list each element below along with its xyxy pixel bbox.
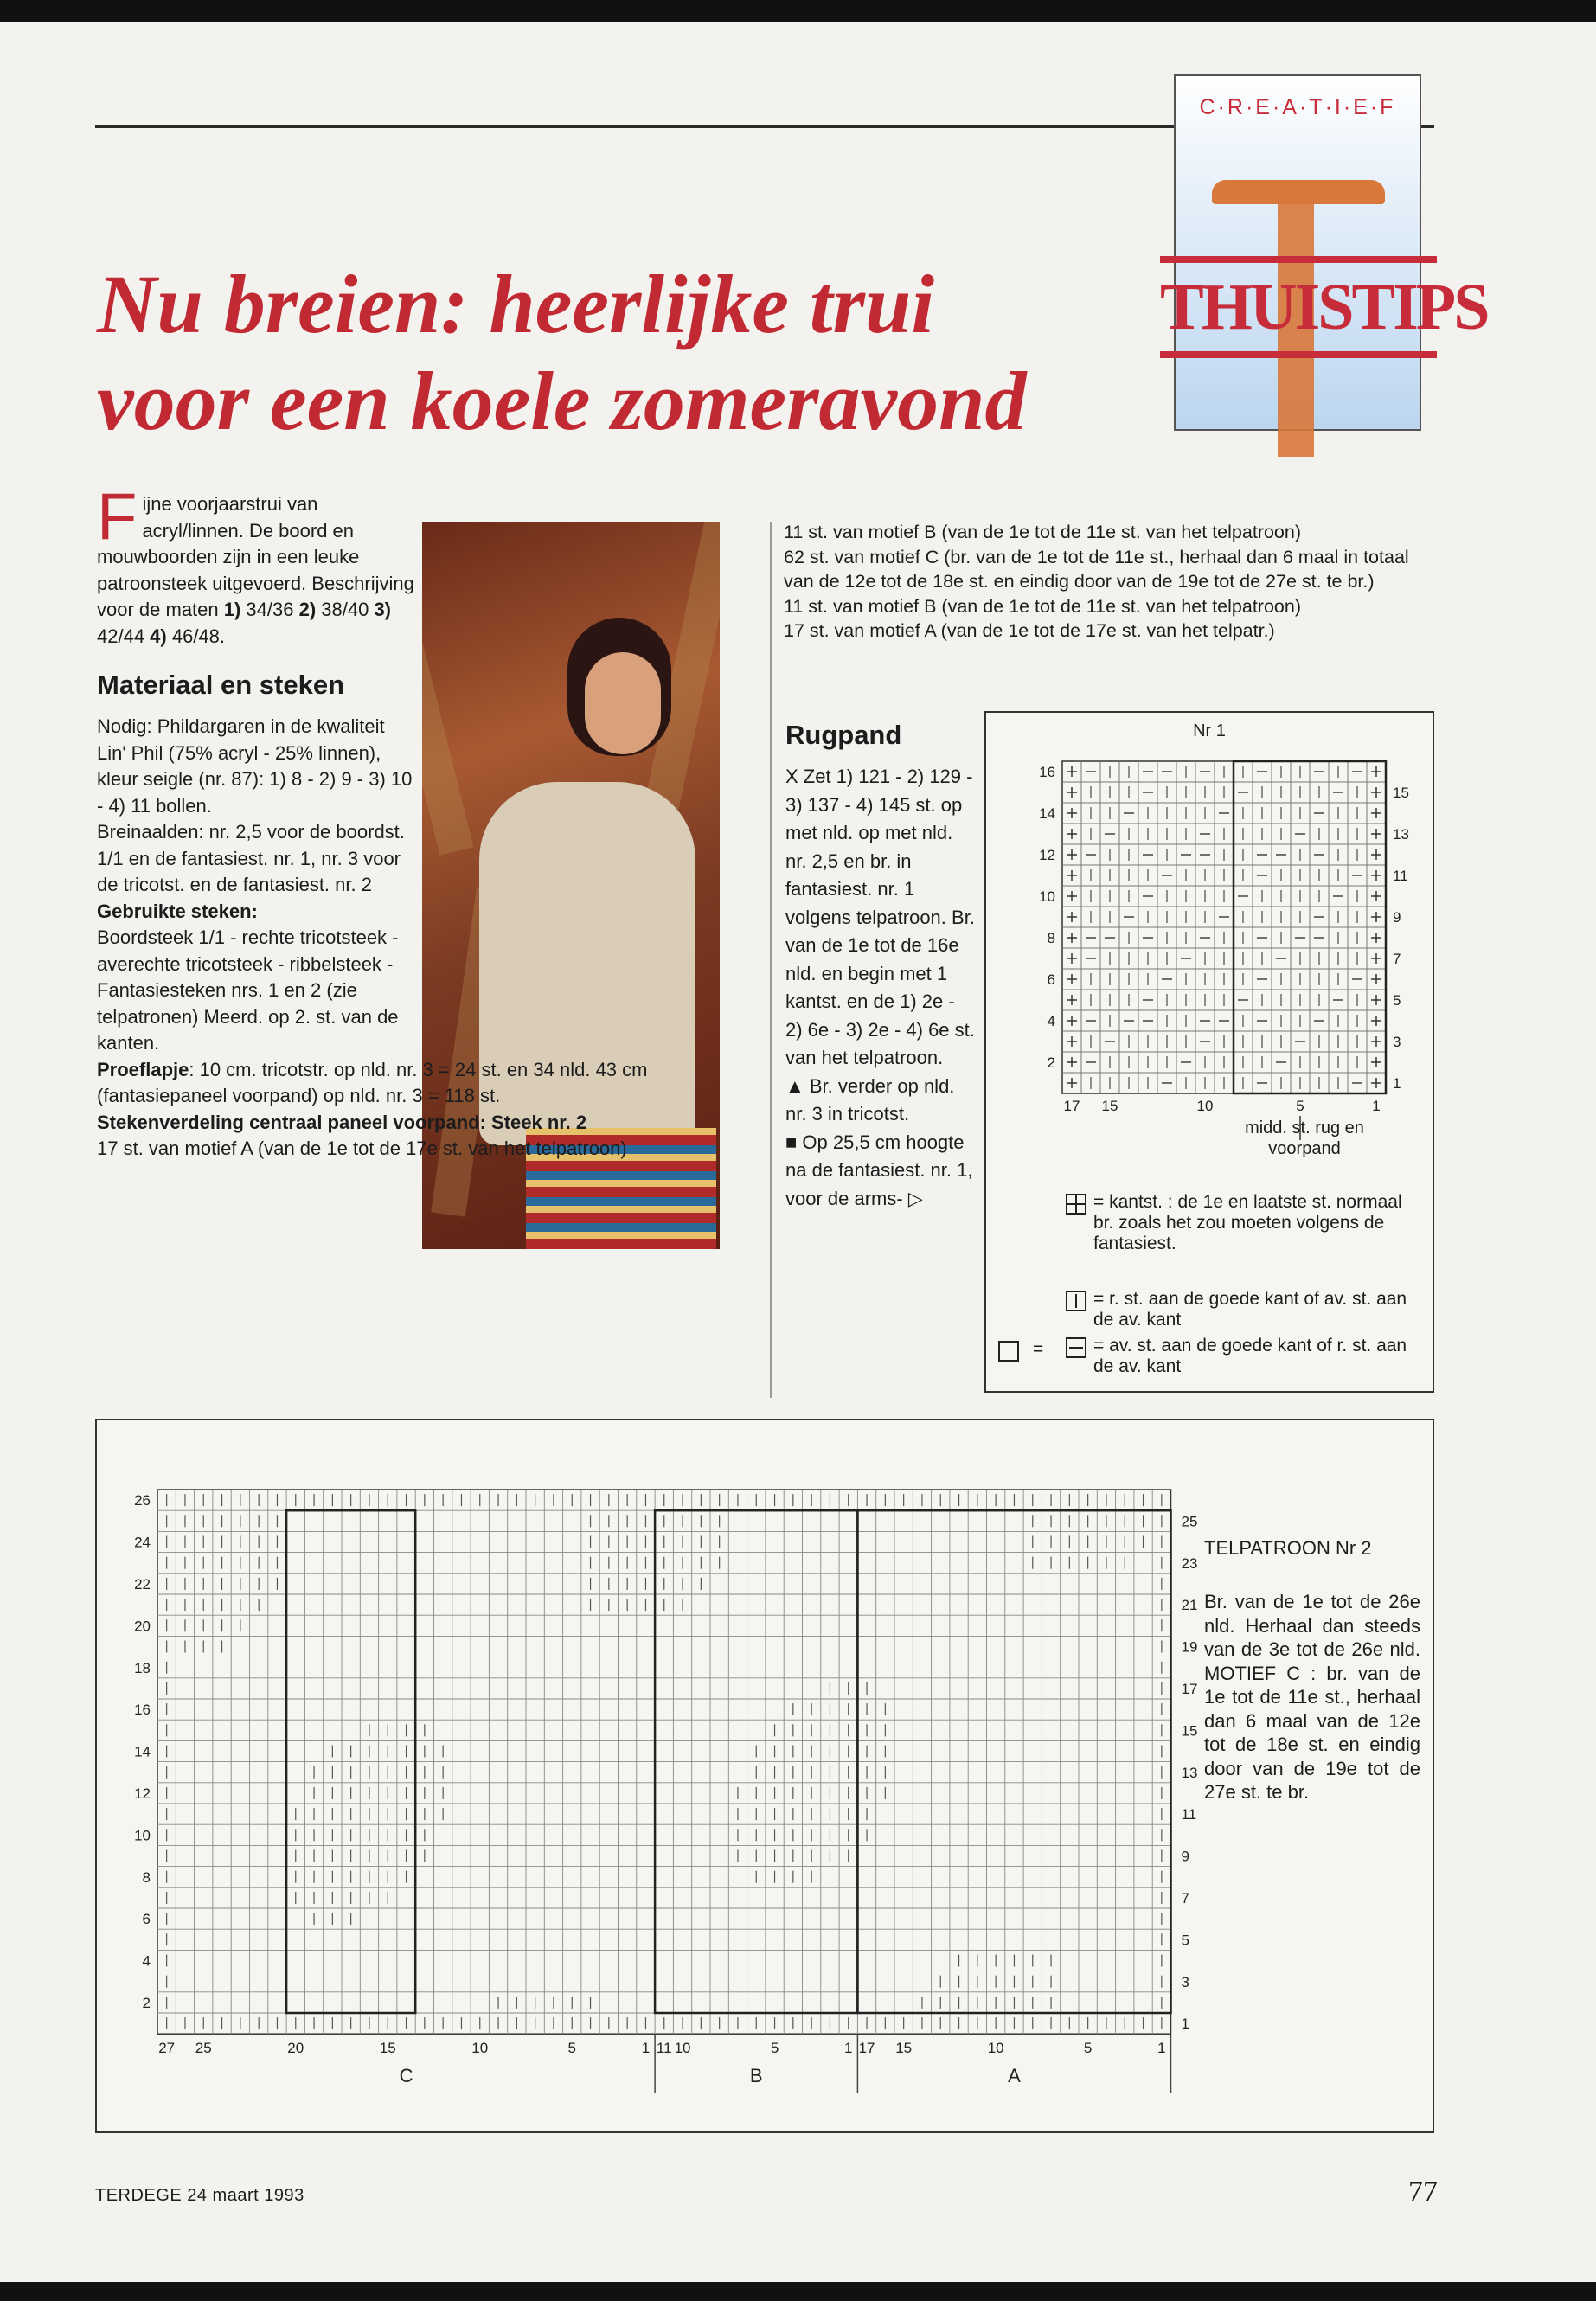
chart1-col-label: 1 bbox=[1372, 1098, 1381, 1114]
rugpand-p3: ■ Op 25,5 cm hoogte na de fantasiest. nr. 1, voor de arms- ▷ bbox=[785, 1131, 973, 1209]
chart2-row-label-left: 4 bbox=[142, 1952, 151, 1970]
chart1-row-label-left: 16 bbox=[1039, 764, 1055, 780]
chart1-col-label: 5 bbox=[1296, 1098, 1304, 1114]
rugpand-p1: X Zet 1) 121 - 2) 129 - 3) 137 - 4) 145 st. op met nld. op met nld. nr. 2,5 en br. in fantasiest. nr. 1 volgens telpatroon. Br. van de 1e tot de 16e nld. en begin met 1 kantst. en de 1) 2e - 2) 6e - 3) 2e - 4) 6e st. van het telpatroon. bbox=[785, 766, 975, 1068]
page-number: 77 bbox=[1408, 2176, 1438, 2208]
chart2-col-label-b: 10 bbox=[674, 2040, 691, 2057]
size-1-value: 34/36 bbox=[240, 599, 299, 620]
averecht-symbol-icon bbox=[1066, 1337, 1086, 1358]
legend-averecht: = av. st. aan de goede kant of r. st. aan de av. kant bbox=[1093, 1336, 1407, 1376]
badge-line-bottom bbox=[1160, 351, 1437, 358]
chart1-row-label-right: 5 bbox=[1393, 992, 1401, 1009]
chart2-col-label-b: 1 bbox=[844, 2040, 853, 2057]
size-1: 1) bbox=[223, 599, 241, 620]
size-3: 3) bbox=[374, 599, 391, 620]
kantst-symbol-icon bbox=[1066, 1194, 1086, 1215]
chart1-row-label-left: 6 bbox=[1047, 971, 1055, 988]
motif-line-2: 62 st. van motief C (br. van de 1e tot de 11e st., herhaal dan 6 maal in totaal van de 12e tot de 18e st. en eindig door van de 19e tot de 27e st. te br.) bbox=[784, 546, 1409, 592]
chart2-row-label-left: 12 bbox=[134, 1785, 151, 1802]
proeflapje-text: : 10 cm. tricotstr. op nld. nr. 3 = 24 st. en 34 nld. 43 cm (fantasiepaneel voorpand) op nld. nr. 3 = 118 st. bbox=[97, 1058, 648, 1106]
chart1-col-label: 15 bbox=[1101, 1098, 1118, 1114]
chart1-row-label-left: 2 bbox=[1047, 1054, 1055, 1071]
chart1-row-label-left: 4 bbox=[1047, 1013, 1055, 1029]
chart2-row-label-left: 2 bbox=[142, 1994, 151, 2011]
chart2-motif-label: B bbox=[749, 2065, 763, 2087]
article-column-2-top bbox=[784, 520, 1439, 644]
chart1-row-label-left: 8 bbox=[1047, 930, 1055, 946]
article-column-1 bbox=[97, 480, 751, 1163]
chart1-title: Nr 1 bbox=[1193, 721, 1226, 740]
knitting-chart-2 bbox=[95, 1419, 1434, 2133]
chart1-row-label-right: 1 bbox=[1393, 1075, 1401, 1092]
chart2-row-label-left: 14 bbox=[134, 1743, 151, 1760]
proeflapje-label: Proeflapje bbox=[97, 1058, 189, 1080]
chart1-center-note: midd. st. rug en voorpand bbox=[1245, 1118, 1364, 1158]
size-4: 4) bbox=[150, 625, 167, 647]
recht-symbol-icon bbox=[1066, 1291, 1086, 1311]
rugpand-section bbox=[785, 718, 976, 1213]
bottom-edge bbox=[0, 2282, 1596, 2301]
chart2-col-label-c: 1 bbox=[641, 2040, 651, 2057]
headline-line-2: voor een koele zomeravond bbox=[97, 355, 1027, 447]
chart1-row-label-left: 12 bbox=[1039, 847, 1055, 863]
chart2-row-label-left: 10 bbox=[134, 1827, 151, 1844]
chart2-col-label-c: 10 bbox=[471, 2040, 489, 2057]
intro-paragraph bbox=[97, 480, 417, 650]
badge-line-top bbox=[1160, 256, 1437, 263]
chart2-row-label-right: 3 bbox=[1181, 1973, 1189, 1990]
chart2-row-label-left: 26 bbox=[134, 1492, 151, 1509]
materiaal-naalden: Breinaalden: nr. 2,5 voor de boordst. 1/1 en de fantasiest. nr. 1, nr. 3 voor de tricotst. en de fantasiest. nr. 2 bbox=[97, 821, 405, 895]
chart2-col-label-a: 5 bbox=[1083, 2040, 1093, 2057]
legend-equals: = bbox=[1033, 1339, 1044, 1359]
motif-line-1: 11 st. van motief B (van de 1e tot de 11e st. van het telpatroon) bbox=[784, 522, 1301, 542]
chart2-row-label-left: 16 bbox=[134, 1702, 151, 1719]
chart1-row-label-right: 9 bbox=[1393, 909, 1401, 926]
chart2-col-label-c: 27 bbox=[158, 2040, 176, 2057]
chart2-row-label-right: 7 bbox=[1181, 1889, 1189, 1907]
chart1-col-label: 10 bbox=[1196, 1098, 1214, 1114]
gebruikte-steken-text: Boordsteek 1/1 - rechte tricotsteek - averechte tricotsteek - ribbelsteek - Fantasiesteken nrs. 1 en 2 (zie telpatronen) Meerd. op 2. st. van de kanten. bbox=[97, 926, 399, 1054]
chart2-row-label-right: 23 bbox=[1181, 1554, 1198, 1572]
chart2-row-label-left: 22 bbox=[134, 1575, 151, 1593]
chart1-row-label-right: 7 bbox=[1393, 951, 1401, 967]
materiaal-nodig: Nodig: Phildargaren in de kwaliteit Lin' Phil (75% acryl - 25% linnen), kleur seigle (nr. 87): 1) 8 - 2) 9 - 3) 10 - 4) 11 bollen. bbox=[97, 715, 413, 817]
size-3-value: 42/44 bbox=[97, 625, 151, 647]
chart2-motif-label: C bbox=[399, 2065, 413, 2087]
stekenverdeling-label: Stekenverdeling centraal paneel voorpand: Steek nr. 2 bbox=[97, 1111, 587, 1133]
chart1-row-label-right: 11 bbox=[1393, 868, 1408, 884]
size-4-value: 46/48. bbox=[166, 625, 226, 647]
chart2-col-label-a: 1 bbox=[1157, 2040, 1166, 2057]
chart2-col-label-a: 10 bbox=[987, 2040, 1004, 2057]
chart2-instructions: Br. van de 1e tot de 26e nld. Herhaal dan steeds van de 3e tot de 26e nld. MOTIEF C : br. van de 1e tot de 11e st., herhaal dan 6 maal van de 12e tot de 18e st. en eindig door van de 19e tot de 27e st. te br. bbox=[1204, 1591, 1420, 1803]
chart1-col-label: 17 bbox=[1063, 1098, 1080, 1114]
chart2-title: TELPATROON Nr 2 bbox=[1204, 1537, 1372, 1559]
chart2-row-label-right: 19 bbox=[1181, 1638, 1198, 1656]
chart2-col-label-b: 11 bbox=[656, 2040, 672, 2057]
chart2-row-label-right: 25 bbox=[1181, 1513, 1198, 1530]
chart2-row-label-right: 13 bbox=[1181, 1764, 1198, 1781]
chart2-row-label-left: 18 bbox=[134, 1659, 151, 1676]
badge-creatief-text: C·R·E·A·T·I·E·F bbox=[1199, 95, 1396, 119]
motif-line-3: 11 st. van motief B (van de 1e tot de 11e st. van het telpatroon) bbox=[784, 595, 1301, 617]
intro-text: ijne voorjaarstrui van acryl/linnen. De boord en mouwboorden zijn in een leuke patroonsteek uitgevoerd. Beschrijving voor de maten bbox=[97, 493, 414, 620]
legend-kantst: = kantst. : de 1e en laatste st. normaal br. zoals het zou moeten volgens de fantasiest. bbox=[1093, 1192, 1402, 1253]
chart2-motif-label: A bbox=[1008, 2065, 1021, 2087]
chart2-row-label-right: 21 bbox=[1181, 1597, 1198, 1614]
chart2-row-label-right: 11 bbox=[1181, 1806, 1197, 1823]
rugpand-heading: Rugpand bbox=[785, 720, 902, 750]
chart2-row-label-right: 15 bbox=[1181, 1722, 1198, 1740]
chart2-col-label-c: 20 bbox=[287, 2040, 304, 2057]
motif-line-4: 17 st. van motief A (van de 1e tot de 17e st. van het telpatr.) bbox=[784, 620, 1275, 641]
chart1-row-label-right: 3 bbox=[1393, 1034, 1401, 1050]
badge-thuistips-text: THUISTIPS bbox=[1160, 271, 1488, 343]
legend-recht: = r. st. aan de goede kant of av. st. aan de av. kant bbox=[1093, 1289, 1407, 1330]
column-divider bbox=[770, 522, 772, 1398]
top-edge bbox=[0, 0, 1596, 22]
blank-symbol-icon bbox=[998, 1341, 1019, 1362]
chart2-row-label-left: 24 bbox=[134, 1534, 151, 1551]
knitting-chart-1 bbox=[984, 711, 1434, 1393]
chart2-row-label-right: 1 bbox=[1181, 2016, 1189, 2033]
chart2-row-label-left: 20 bbox=[134, 1618, 151, 1635]
badge-t-bar bbox=[1212, 180, 1385, 204]
chart2-col-label-b: 5 bbox=[770, 2040, 779, 2057]
chart2-row-label-right: 17 bbox=[1181, 1680, 1198, 1697]
chart2-col-label-c: 15 bbox=[379, 2040, 396, 2057]
chart2-col-label-a: 17 bbox=[858, 2040, 875, 2057]
chart2-row-label-right: 5 bbox=[1181, 1932, 1189, 1949]
chart1-row-label-right: 13 bbox=[1393, 826, 1409, 843]
materiaal-heading: Materiaal en steken bbox=[97, 670, 345, 700]
size-2-value: 38/40 bbox=[316, 599, 375, 620]
chart2-col-label-c: 25 bbox=[195, 2040, 212, 2057]
chart1-row-label-left: 10 bbox=[1039, 888, 1055, 905]
chart2-row-label-left: 6 bbox=[142, 1911, 151, 1928]
article-headline bbox=[97, 256, 1135, 450]
size-2: 2) bbox=[298, 599, 317, 620]
footer-publication: TERDEGE 24 maart 1993 bbox=[95, 2186, 304, 2205]
chart1-row-label-right: 15 bbox=[1393, 785, 1409, 801]
chart2-col-label-a: 15 bbox=[895, 2040, 913, 2057]
headline-line-1: Nu breien: heerlijke trui bbox=[97, 258, 935, 350]
stekenverdeling-text: 17 st. van motief A (van de 1e tot de 17e st. van het telpatroon) bbox=[97, 1138, 627, 1159]
rugpand-p2: ▲ Br. verder op nld. nr. 3 in tricotst. bbox=[785, 1074, 955, 1125]
chart2-row-label-right: 9 bbox=[1181, 1848, 1189, 1865]
chart2-row-label-left: 8 bbox=[142, 1868, 151, 1886]
creatief-thuistips-badge bbox=[1160, 74, 1488, 431]
chart2-col-label-c: 5 bbox=[567, 2040, 576, 2057]
drop-cap: F bbox=[97, 480, 138, 554]
gebruikte-steken-label: Gebruikte steken: bbox=[97, 900, 258, 922]
chart1-row-label-left: 14 bbox=[1039, 805, 1055, 822]
